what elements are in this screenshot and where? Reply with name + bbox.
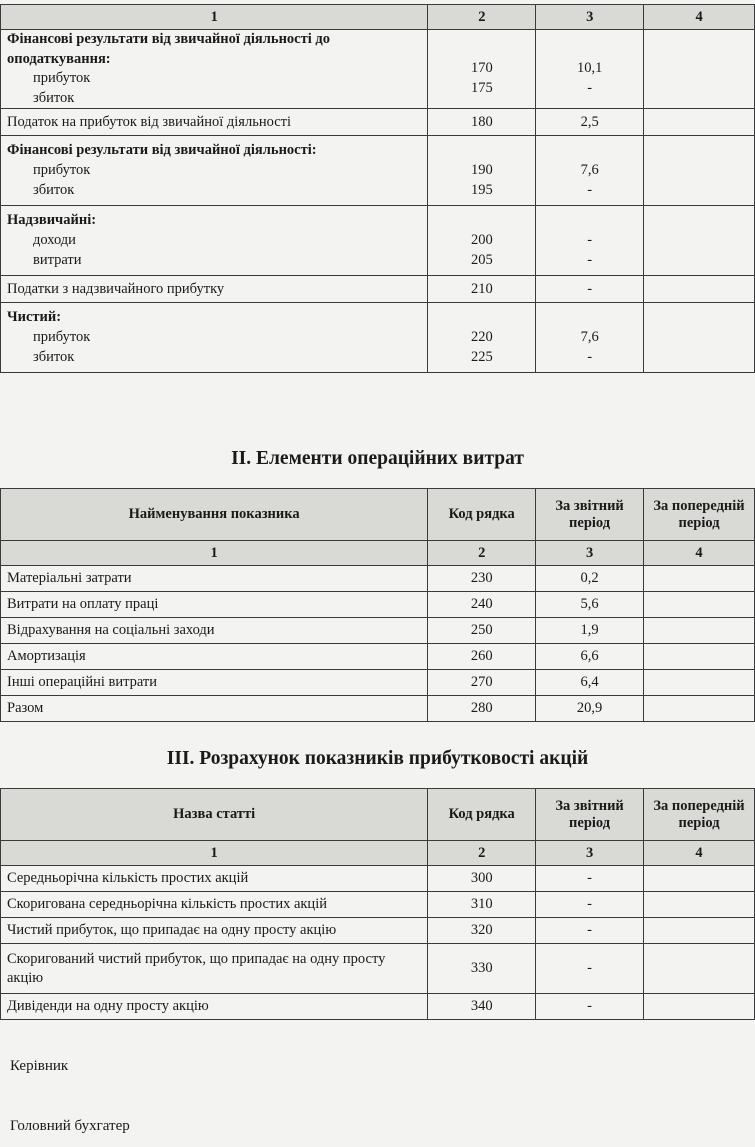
cell-previous	[644, 696, 755, 722]
row-label: Матеріальні затрати	[1, 566, 428, 592]
cell-previous	[644, 892, 755, 918]
table-row	[1, 136, 755, 206]
sub-label: прибуток	[33, 328, 91, 345]
cell-previous	[644, 618, 755, 644]
table-row	[1, 618, 755, 644]
row-label: Разом	[1, 696, 428, 722]
row-label	[1, 303, 428, 373]
row-label	[1, 30, 428, 109]
column-header: Код рядка	[428, 489, 536, 541]
cell-code: 260	[428, 644, 536, 670]
director-signature-label: Керівник	[10, 1058, 69, 1074]
sub-label: доходи	[33, 231, 76, 248]
cell-current: 6,4	[536, 670, 644, 696]
cell-value: -	[587, 79, 593, 96]
row-label	[1, 136, 428, 206]
cell-previous	[644, 566, 755, 592]
row-label: Дивіденди на одну просту акцію	[1, 994, 428, 1020]
column-number: 1	[1, 841, 428, 866]
cell-current: 1,9	[536, 618, 644, 644]
column-number-row	[1, 841, 755, 866]
table-row	[1, 944, 755, 994]
cell-previous	[644, 30, 755, 109]
table-row	[1, 206, 755, 276]
cell-value: 220	[470, 328, 493, 345]
cell-code: 340	[428, 994, 536, 1020]
group-title: Фінансові результати від звичайної діяльності до оподаткування:	[7, 31, 330, 67]
section2-title: II. Елементи операційних витрат	[231, 448, 524, 469]
cell-value: -	[587, 181, 593, 198]
cell-code: 300	[428, 866, 536, 892]
sub-label: збиток	[33, 348, 75, 365]
column-number: 3	[536, 5, 644, 30]
cell-value: -	[587, 251, 593, 268]
row-label: Інші операційні витрати	[1, 670, 428, 696]
cell-value: 7,6	[580, 328, 599, 345]
cell-previous	[644, 136, 755, 206]
column-number: 1	[1, 541, 428, 566]
cell-previous	[644, 206, 755, 276]
cell-value: 190	[470, 161, 493, 178]
table-row	[1, 30, 755, 109]
cell-value: 195	[470, 181, 493, 198]
cell-previous	[644, 918, 755, 944]
row-label: Амортизація	[1, 644, 428, 670]
header-row	[1, 489, 755, 541]
column-number: 4	[644, 5, 755, 30]
table-row	[1, 892, 755, 918]
cell-previous	[644, 670, 755, 696]
column-number: 4	[644, 841, 755, 866]
table-row	[1, 994, 755, 1020]
group-title: Чистий:	[7, 309, 62, 326]
column-number-row	[1, 5, 755, 30]
cell-value: 205	[470, 251, 493, 268]
cell-code	[428, 206, 536, 276]
column-header: За попередній період	[644, 489, 755, 541]
cell-code: 310	[428, 892, 536, 918]
sub-label: збиток	[33, 181, 75, 198]
cell-value: 175	[470, 79, 493, 96]
share-profitability-table	[0, 788, 755, 1020]
cell-value: 10,1	[577, 60, 603, 77]
cell-previous	[644, 644, 755, 670]
table-row	[1, 592, 755, 618]
row-label	[1, 206, 428, 276]
cell-value: -	[587, 231, 593, 248]
sub-label: збиток	[33, 89, 75, 106]
table-row	[1, 566, 755, 592]
row-label: Податки з надзвичайного прибутку	[1, 276, 428, 303]
group-title: Надзвичайні:	[7, 212, 97, 229]
column-number: 3	[536, 541, 644, 566]
cell-current: 20,9	[536, 696, 644, 722]
cell-code	[428, 136, 536, 206]
row-label: Скоригований чистий прибуток, що припадає на одну просту акцію	[1, 944, 428, 994]
table-row	[1, 918, 755, 944]
table-row	[1, 303, 755, 373]
row-label: Витрати на оплату праці	[1, 592, 428, 618]
column-header: Назва статті	[1, 789, 428, 841]
row-label: Середньорічна кількість простих акцій	[1, 866, 428, 892]
table-row	[1, 696, 755, 722]
section3-title: III. Розрахунок показників прибутковості акцій	[166, 748, 589, 769]
cell-current: 6,6	[536, 644, 644, 670]
chief-accountant-signature-label: Головний бухгатер	[10, 1118, 130, 1134]
cell-current: 5,6	[536, 592, 644, 618]
column-header: Код рядка	[428, 789, 536, 841]
cell-code: 270	[428, 670, 536, 696]
column-header: За звітний період	[536, 789, 644, 841]
row-label: Скоригована середньорічна кількість простих акцій	[1, 892, 428, 918]
cell-current	[536, 303, 644, 373]
cell-current: -	[536, 918, 644, 944]
sub-label: прибуток	[33, 70, 91, 87]
group-title: Фінансові результати від звичайної діяльності:	[7, 142, 317, 159]
cell-current	[536, 30, 644, 109]
cell-code: 210	[428, 276, 536, 303]
cell-code: 330	[428, 944, 536, 994]
column-header: За звітний період	[536, 489, 644, 541]
table-row	[1, 670, 755, 696]
cell-code: 240	[428, 592, 536, 618]
cell-previous	[644, 944, 755, 994]
cell-previous	[644, 866, 755, 892]
cell-code	[428, 30, 536, 109]
cell-current: -	[536, 276, 644, 303]
column-number: 2	[428, 541, 536, 566]
header-row	[1, 789, 755, 841]
cell-previous	[644, 592, 755, 618]
row-label: Відрахування на соціальні заходи	[1, 618, 428, 644]
cell-value: -	[587, 348, 593, 365]
table-row	[1, 276, 755, 303]
cell-value: 225	[470, 348, 493, 365]
cell-code: 250	[428, 618, 536, 644]
cell-previous	[644, 994, 755, 1020]
row-label: Податок на прибуток від звичайної діяльності	[1, 109, 428, 136]
cell-current: -	[536, 944, 644, 994]
cell-previous	[644, 276, 755, 303]
cell-previous	[644, 303, 755, 373]
cell-current	[536, 136, 644, 206]
cell-current: 2,5	[536, 109, 644, 136]
cell-current: -	[536, 866, 644, 892]
cell-value: 7,6	[580, 161, 599, 178]
column-number: 4	[644, 541, 755, 566]
table-row	[1, 109, 755, 136]
cell-current: 0,2	[536, 566, 644, 592]
cell-code: 320	[428, 918, 536, 944]
cell-code: 280	[428, 696, 536, 722]
row-label: Чистий прибуток, що припадає на одну просту акцію	[1, 918, 428, 944]
column-number: 2	[428, 5, 536, 30]
operating-expenses-table	[0, 488, 755, 722]
cell-current: -	[536, 994, 644, 1020]
cell-value: 170	[470, 60, 493, 77]
cell-code	[428, 303, 536, 373]
column-header: За попередній період	[644, 789, 755, 841]
table-row	[1, 644, 755, 670]
sub-label: витрати	[33, 251, 82, 268]
cell-current: -	[536, 892, 644, 918]
cell-previous	[644, 109, 755, 136]
column-header: Найменування показника	[1, 489, 428, 541]
cell-value: 200	[470, 231, 493, 248]
financial-results-table	[0, 4, 755, 373]
cell-code: 180	[428, 109, 536, 136]
cell-current	[536, 206, 644, 276]
column-number: 2	[428, 841, 536, 866]
column-number: 3	[536, 841, 644, 866]
column-number-row	[1, 541, 755, 566]
table-row	[1, 866, 755, 892]
sub-label: прибуток	[33, 161, 91, 178]
column-number: 1	[1, 5, 428, 30]
cell-code: 230	[428, 566, 536, 592]
